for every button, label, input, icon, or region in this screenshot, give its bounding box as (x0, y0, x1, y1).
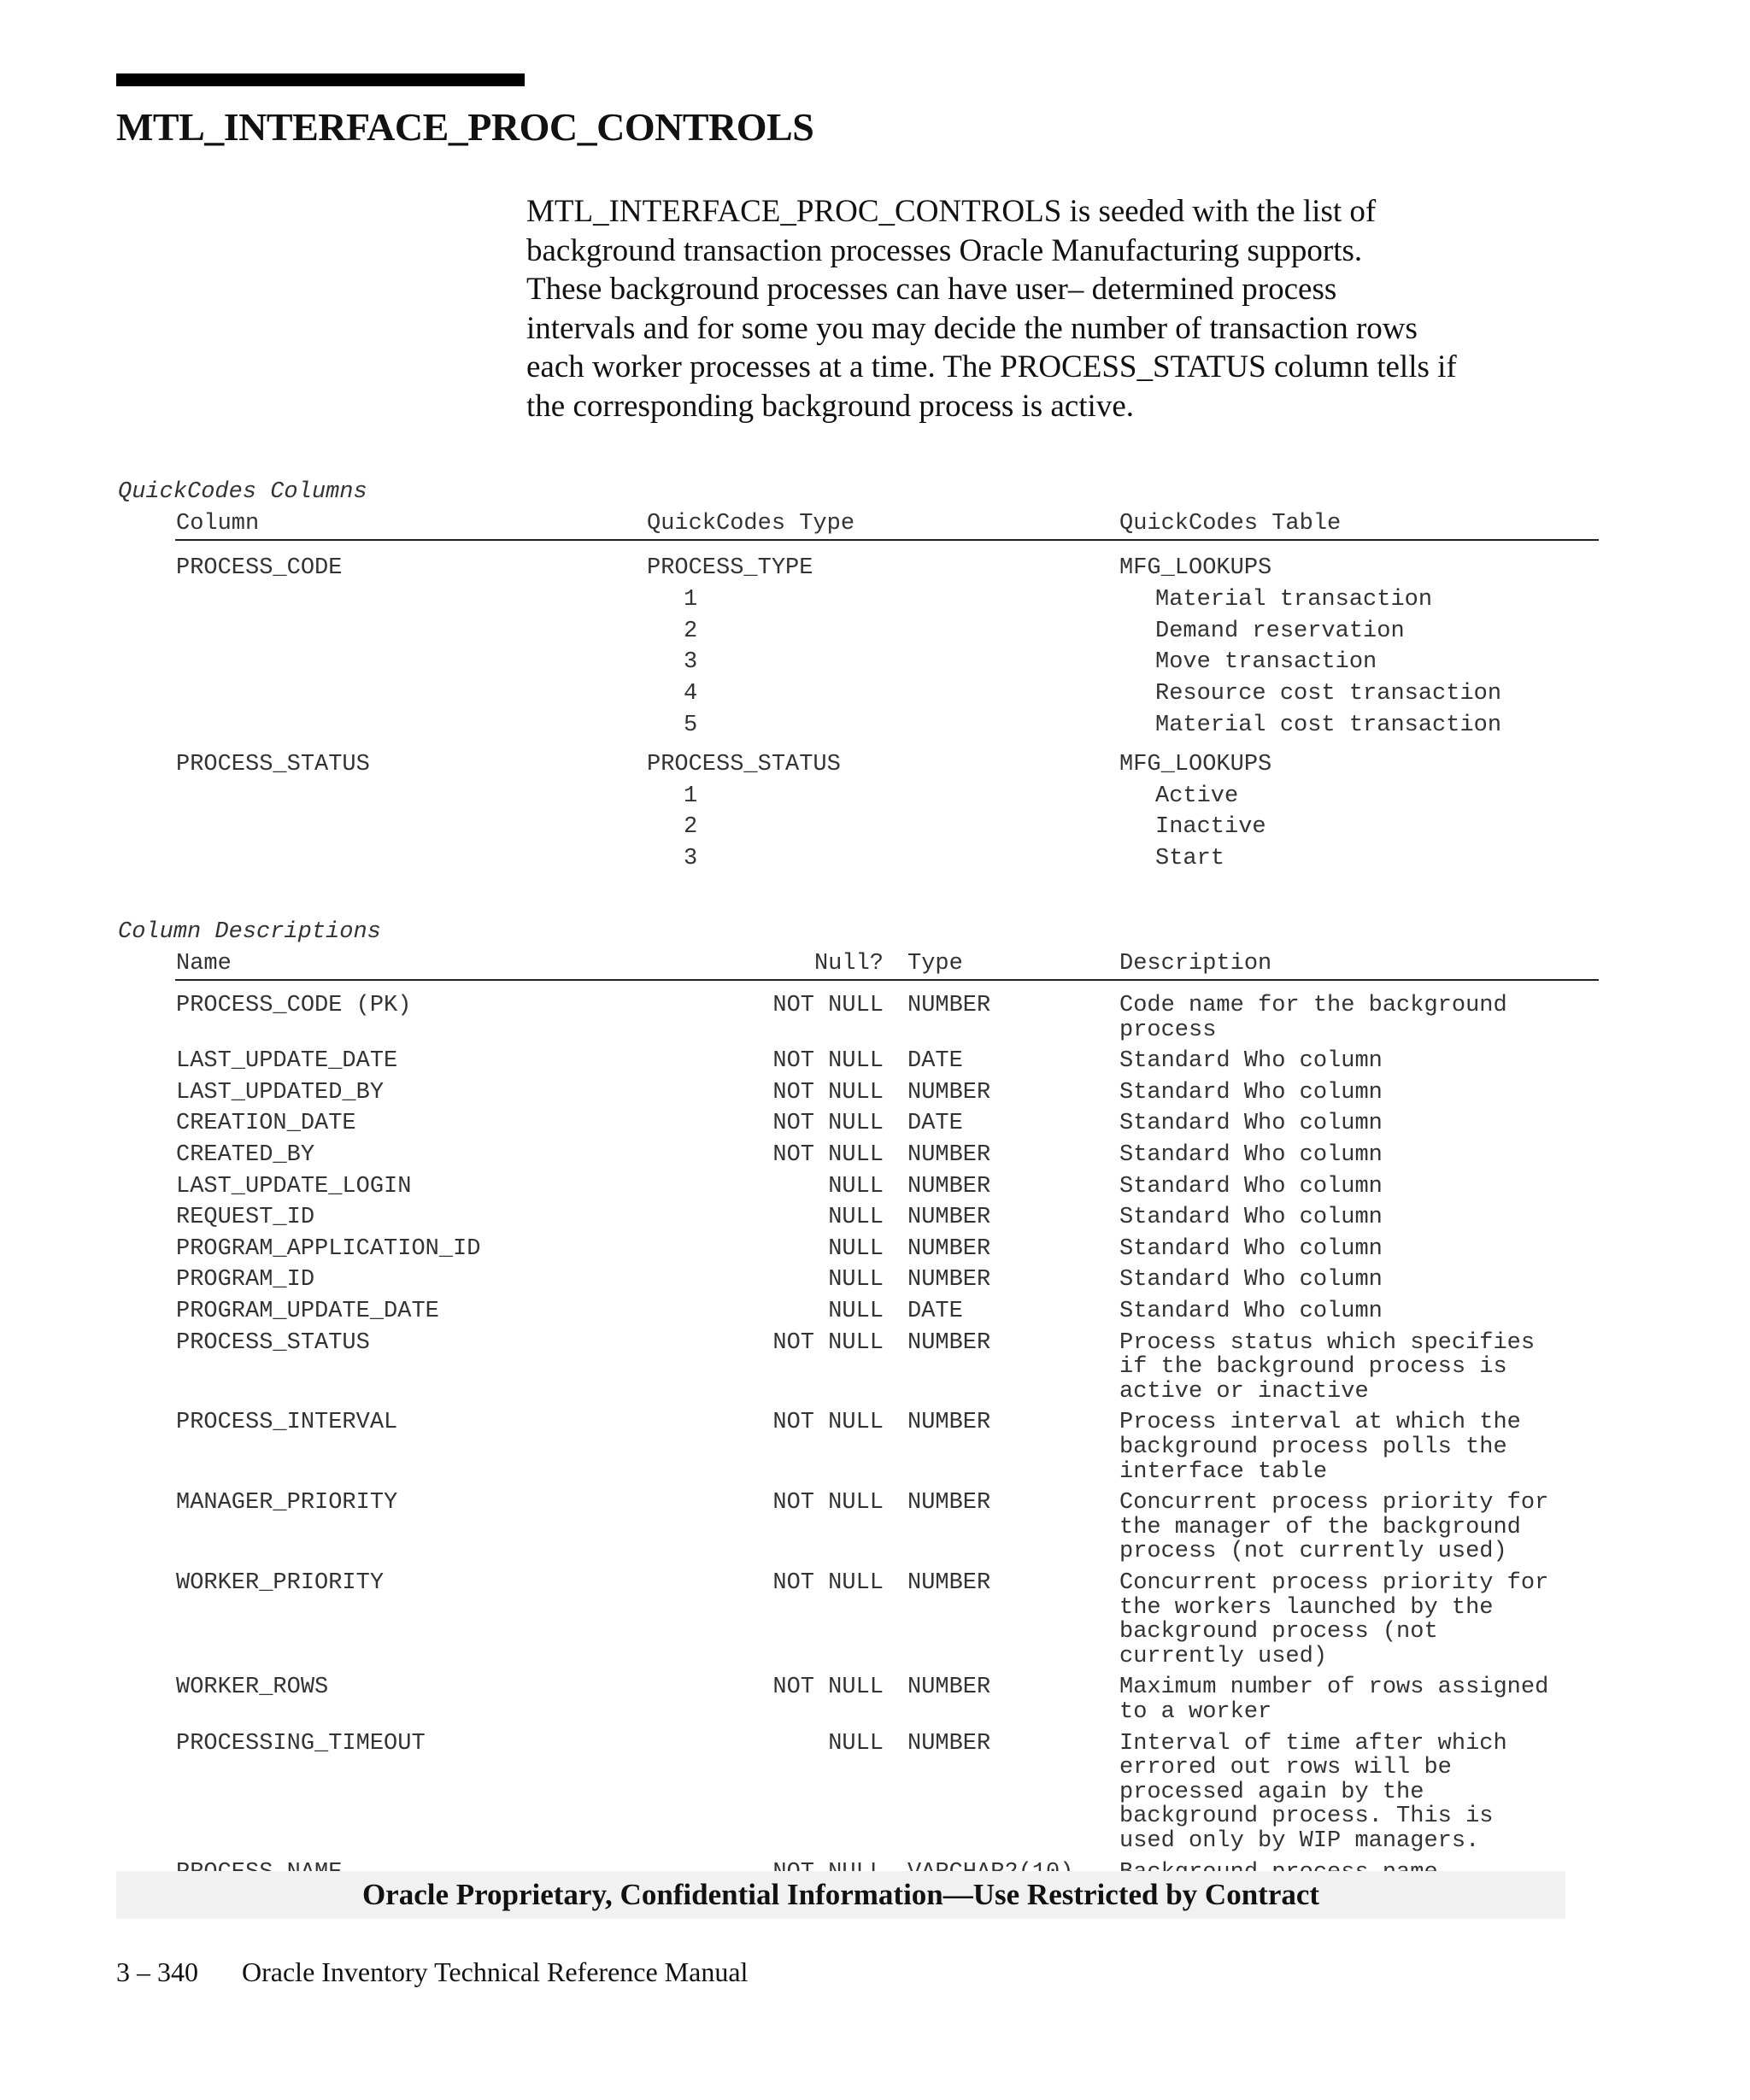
column-type: NUMBER (907, 1205, 991, 1231)
quickcode-value-meaning: Move transaction (1155, 649, 1377, 676)
intro-line: the corresponding background process is active. (526, 388, 1135, 424)
column-description-line: Standard Who column (1119, 1205, 1383, 1231)
column-description-line: processed again by the (1119, 1779, 1424, 1805)
column-name: PROCESS_INTERVAL (176, 1410, 398, 1436)
columns-header-description: Description (1119, 951, 1272, 977)
columns-header-null: Null? (813, 951, 884, 977)
column-description-line: Standard Who column (1119, 1111, 1383, 1137)
column-description-line: used only by WIP managers. (1119, 1828, 1480, 1854)
column-null: NOT NULL (772, 1675, 884, 1701)
column-description-line: Standard Who column (1119, 1235, 1383, 1262)
column-descriptions-section-label: Column Descriptions (118, 919, 381, 945)
column-description-line: if the background process is (1119, 1354, 1507, 1381)
column-name: PROCESS_CODE (PK) (176, 993, 412, 1018)
column-null: NOT NULL (772, 1111, 884, 1137)
column-description-line: Process status which specifies (1119, 1329, 1536, 1356)
column-description-line: currently used) (1119, 1643, 1328, 1669)
column-name: LAST_UPDATE_DATE (176, 1048, 398, 1075)
quickcode-value-meaning: Demand reservation (1155, 618, 1405, 644)
quickcode-type-name: PROCESS_TYPE (647, 555, 813, 581)
column-type: NUMBER (907, 1410, 991, 1436)
column-name: WORKER_ROWS (176, 1675, 329, 1701)
column-description-line: Maximum number of rows assigned (1119, 1675, 1549, 1701)
column-description-line: Standard Who column (1119, 1173, 1383, 1200)
column-null: NULL (828, 1267, 884, 1293)
column-type: NUMBER (907, 1235, 991, 1262)
column-name: PROGRAM_UPDATE_DATE (176, 1299, 439, 1324)
column-type: NUMBER (907, 1570, 991, 1596)
proprietary-notice-band (116, 1871, 1565, 1919)
quickcode-value-meaning: Resource cost transaction (1155, 681, 1502, 707)
column-description-line: Concurrent process priority for (1119, 1490, 1549, 1516)
quickcode-table-name: MFG_LOOKUPS (1119, 751, 1272, 777)
column-null: NOT NULL (772, 1410, 884, 1436)
column-description-line: Standard Who column (1119, 1267, 1383, 1293)
column-description-line: Standard Who column (1119, 1142, 1383, 1168)
column-description-line: interface table (1119, 1458, 1328, 1485)
column-null: NULL (828, 1173, 884, 1200)
column-name: PROGRAM_APPLICATION_ID (176, 1235, 481, 1262)
column-name: PROCESS_STATUS (176, 1329, 370, 1356)
quickcode-value-code: 2 (684, 618, 698, 644)
column-null: NOT NULL (772, 1142, 884, 1168)
quickcodes-header-table: QuickCodes Table (1119, 511, 1342, 537)
quickcode-value-meaning: Material transaction (1155, 586, 1433, 613)
columns-header-name: Name (176, 951, 232, 977)
column-type: DATE (907, 1048, 963, 1075)
column-description-line: process (not currently used) (1119, 1539, 1507, 1565)
column-description-line: Interval of time after which (1119, 1730, 1507, 1757)
columns-header-type: Type (907, 951, 963, 977)
column-type: DATE (907, 1299, 963, 1324)
column-type: NUMBER (907, 1173, 991, 1200)
column-name: WORKER_PRIORITY (176, 1570, 385, 1596)
column-description-line: Concurrent process priority for (1119, 1570, 1549, 1596)
column-description-line: background process polls the (1119, 1434, 1507, 1460)
column-type: NUMBER (907, 1079, 991, 1106)
proprietary-notice: Oracle Proprietary, Confidential Information––Use Restricted by Contract (361, 1878, 1320, 1911)
column-description-line: the workers launched by the (1119, 1594, 1494, 1621)
quickcodes-header-type: QuickCodes Type (647, 511, 855, 537)
column-null: NOT NULL (772, 1079, 884, 1106)
columns-header-rule (175, 979, 1599, 981)
column-name: LAST_UPDATED_BY (176, 1079, 385, 1106)
quickcode-value-code: 2 (684, 814, 698, 841)
column-description-line: process (1119, 1017, 1217, 1043)
quickcode-value-code: 5 (684, 713, 698, 738)
column-null: NULL (828, 1235, 884, 1262)
quickcode-value-code: 1 (684, 783, 698, 809)
intro-line: MTL_INTERFACE_PROC_CONTROLS is seeded with the list of (526, 194, 1377, 229)
column-null: NULL (828, 1730, 884, 1757)
column-description-line: to a worker (1119, 1699, 1272, 1725)
intro-line: background transaction processes Oracle Manufacturing supports. (526, 232, 1363, 268)
intro-line: each worker processes at a time. The PROCESS_STATUS column tells if (526, 349, 1457, 385)
column-name: CREATED_BY (176, 1142, 315, 1168)
column-name: REQUEST_ID (176, 1205, 315, 1231)
column-type: NUMBER (907, 1490, 991, 1516)
quickcode-value-code: 3 (684, 846, 698, 872)
page-number: 3 – 340 (116, 1956, 198, 1987)
column-description-line: Standard Who column (1119, 1048, 1383, 1075)
column-description-line: Standard Who column (1119, 1079, 1383, 1106)
intro-line: These background processes can have user– determined process (526, 272, 1337, 308)
quickcode-value-code: 1 (684, 586, 698, 613)
intro-paragraph (526, 192, 1586, 426)
column-null: NULL (828, 1299, 884, 1324)
column-name: CREATION_DATE (176, 1111, 356, 1137)
quickcode-column-name: PROCESS_CODE (176, 555, 343, 581)
column-type: NUMBER (907, 1142, 991, 1168)
column-description-line: Process interval at which the (1119, 1410, 1521, 1436)
column-null: NOT NULL (772, 1570, 884, 1596)
column-name: MANAGER_PRIORITY (176, 1490, 398, 1516)
column-description-line: errored out rows will be (1119, 1755, 1452, 1781)
column-null: NOT NULL (772, 993, 884, 1018)
column-description-line: active or inactive (1119, 1378, 1369, 1405)
column-type: DATE (907, 1111, 963, 1137)
column-description-line: the manager of the background (1119, 1514, 1521, 1540)
column-description-line: Code name for the background (1119, 993, 1507, 1018)
column-type: NUMBER (907, 1730, 991, 1757)
quickcodes-header-column: Column (176, 511, 260, 537)
column-description-line: background process. This is (1119, 1804, 1494, 1830)
column-null: NOT NULL (772, 1329, 884, 1356)
column-name: LAST_UPDATE_LOGIN (176, 1173, 412, 1200)
column-name: PROCESSING_TIMEOUT (176, 1730, 426, 1757)
quickcode-value-code: 3 (684, 649, 698, 676)
column-type: NUMBER (907, 1675, 991, 1701)
quickcode-value-meaning: Material cost transaction (1155, 713, 1502, 738)
quickcodes-section-label: QuickCodes Columns (118, 479, 367, 505)
quickcodes-header-rule (175, 539, 1599, 541)
column-description-line: Standard Who column (1119, 1299, 1383, 1324)
quickcode-value-meaning: Inactive (1155, 814, 1266, 841)
column-type: NUMBER (907, 993, 991, 1018)
column-null: NOT NULL (772, 1490, 884, 1516)
quickcode-value-meaning: Active (1155, 783, 1239, 809)
column-description-line: background process (not (1119, 1619, 1438, 1645)
quickcode-value-meaning: Start (1155, 846, 1225, 872)
column-type: NUMBER (907, 1329, 991, 1356)
quickcode-type-name: PROCESS_STATUS (647, 751, 841, 777)
quickcode-table-name: MFG_LOOKUPS (1119, 555, 1272, 581)
column-name: PROGRAM_ID (176, 1267, 315, 1293)
column-null: NOT NULL (772, 1048, 884, 1075)
quickcode-value-code: 4 (684, 681, 698, 707)
column-null: NULL (828, 1205, 884, 1231)
title-rule (116, 73, 525, 86)
manual-title: Oracle Inventory Technical Reference Manual (242, 1956, 749, 1987)
intro-line: intervals and for some you may decide the number of transaction rows (526, 310, 1418, 346)
page-title: MTL_INTERFACE_PROC_CONTROLS (116, 105, 814, 149)
column-type: NUMBER (907, 1267, 991, 1293)
quickcode-column-name: PROCESS_STATUS (176, 751, 370, 777)
